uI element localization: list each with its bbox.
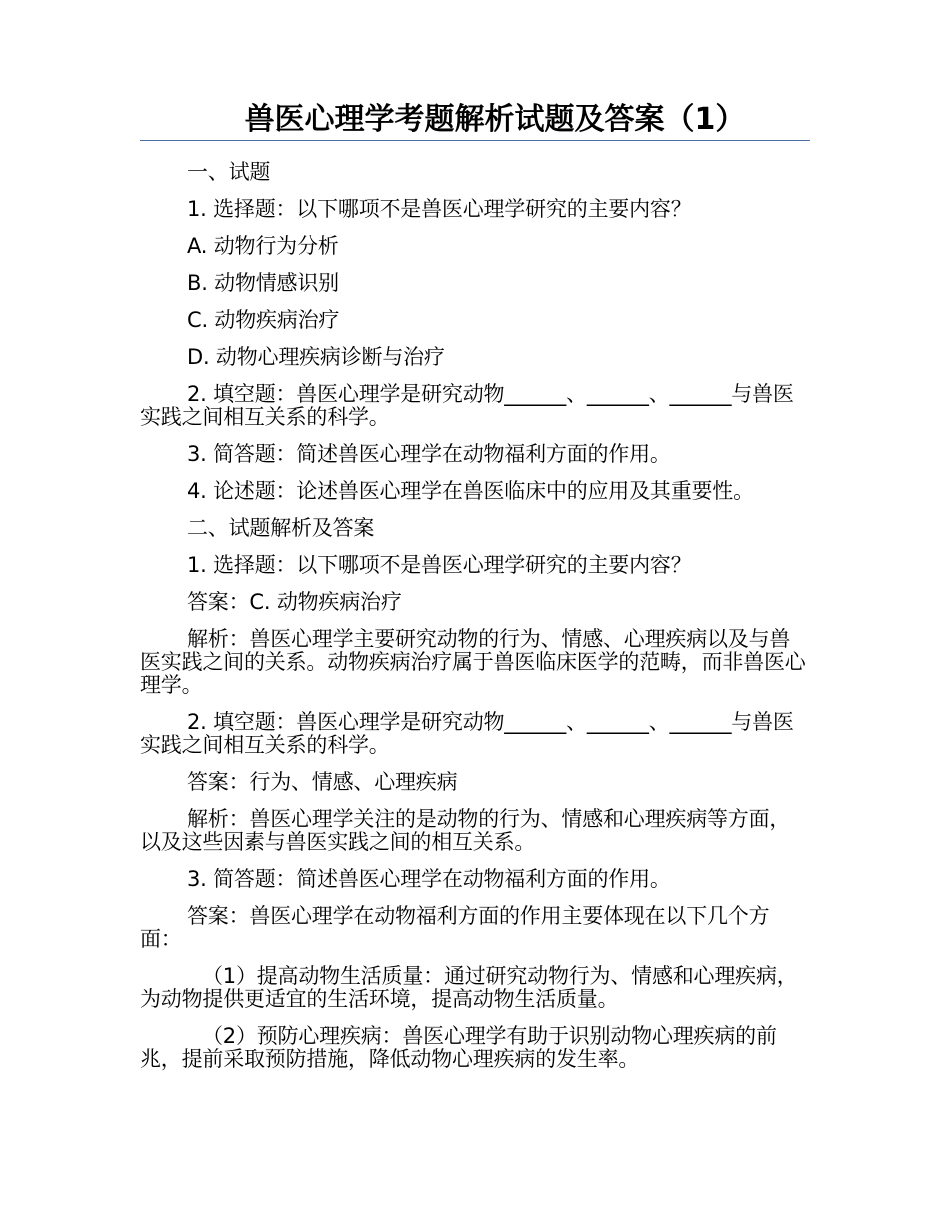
answer-3-point-2: （2）预防心理疾病：兽医心理学有助于识别动物心理疾病的前兆，提前采取预防措施，降低动物心理疾病的发生率。 [140,1024,777,1071]
answer-2: 答案：行为、情感、心理疾病 [187,770,458,794]
option-c: C. 动物疾病治疗 [187,308,340,332]
title-underline [140,140,810,141]
question-3: 3. 简答题：简述兽医心理学在动物福利方面的作用。 [187,442,671,466]
option-b: B. 动物情感识别 [187,271,339,295]
answer-1: 答案：C. 动物疾病治疗 [187,590,402,614]
question-1: 1. 选择题：以下哪项不是兽医心理学研究的主要内容？ [187,197,692,221]
answer-question-2: 2. 填空题：兽医心理学是研究动物______、______、______与兽医实践之间相互关系的科学。 [140,710,794,757]
answer-question-1: 1. 选择题：以下哪项不是兽医心理学研究的主要内容？ [187,553,692,577]
answer-3: 答案：兽医心理学在动物福利方面的作用主要体现在以下几个方面： [140,904,770,951]
answer-question-3: 3. 简答题：简述兽医心理学在动物福利方面的作用。 [187,867,671,891]
question-4: 4. 论述题：论述兽医心理学在兽医临床中的应用及其重要性。 [187,479,754,503]
answer-3-point-1: （1）提高动物生活质量：通过研究动物行为、情感和心理疾病，为动物提供更适宜的生活环境，提高动物生活质量。 [140,964,798,1011]
analysis-1: 解析：兽医心理学主要研究动物的行为、情感、心理疾病以及与兽医实践之间的关系。动物疾病治疗属于兽医临床医学的范畴，而非兽医心理学。 [140,627,806,697]
document-page [140,100,810,1071]
section-heading-questions: 一、试题 [187,160,271,184]
option-a: A. 动物行为分析 [187,234,339,258]
analysis-2: 解析：兽医心理学关注的是动物的行为、情感和心理疾病等方面，以及这些因素与兽医实践之间的相互关系。 [140,807,791,854]
question-2: 2. 填空题：兽医心理学是研究动物______、______、______与兽医实践之间相互关系的科学。 [140,382,794,429]
section-heading-answers: 二、试题解析及答案 [187,516,375,540]
document-title: 兽医心理学考题解析试题及答案（1） [244,102,746,137]
option-d: D. 动物心理疾病诊断与治疗 [187,345,445,369]
